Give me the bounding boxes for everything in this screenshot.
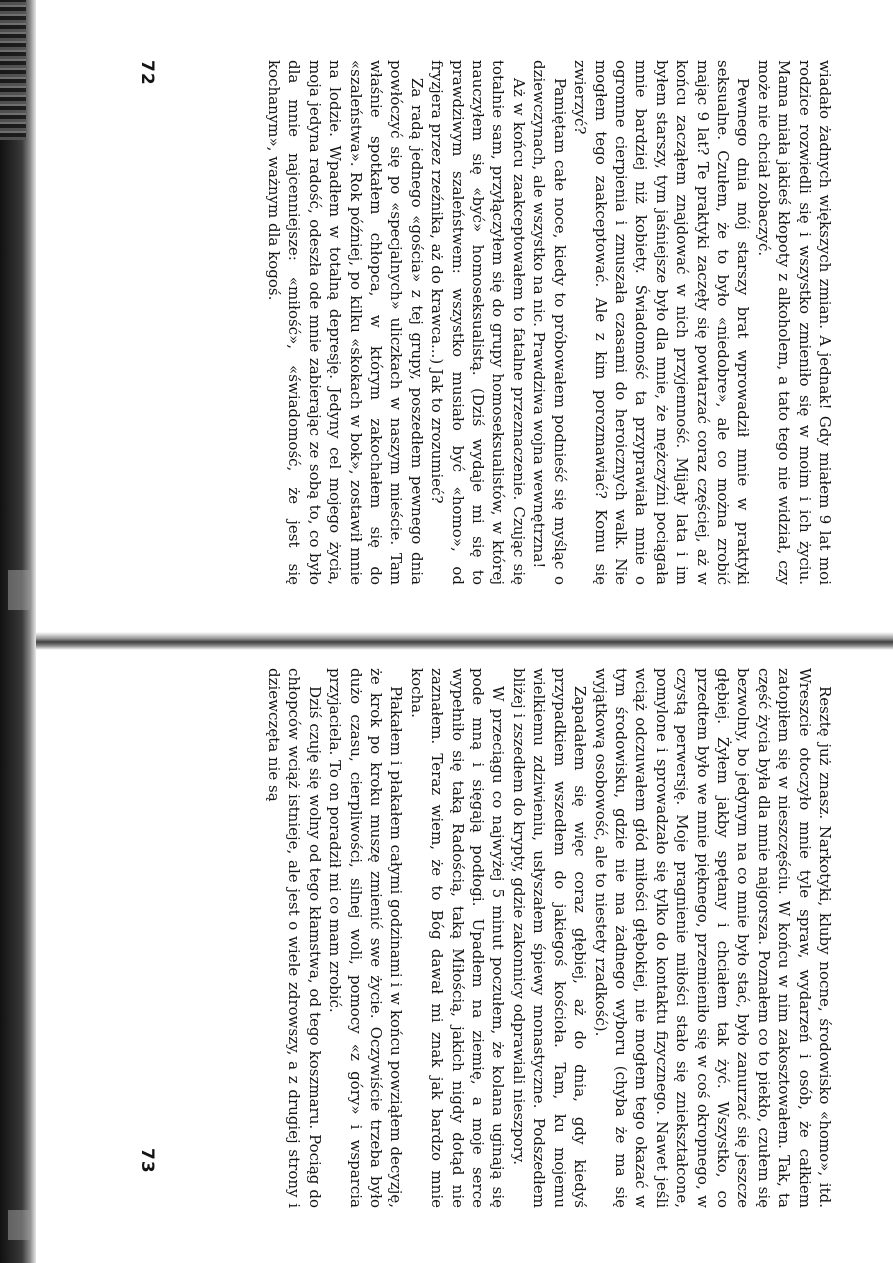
paragraph: Zapadałem się więc coraz głębiej, aż do dnia, gdy kiedyś przypadkiem wszedłem do jakiegoś kościoła. Tam, ku mojemu wielkiemu zdziwieniu, usłyszałem śpiewy monastyczne. Podszedłem bliżej i zszedłem do krypty, gdzie zakonnicy odprawiali nieszpory. <box>509 668 590 1208</box>
page-73 <box>137 668 835 1208</box>
scan-edge-noise <box>0 0 26 140</box>
page-73-body <box>264 668 835 1208</box>
paragraph: Pewnego dnia mój starszy brat wprowadził mnie w praktyki seksualne. Czułem, że to było «niedobre», ale co można zrobić mając 9 lat? Te praktyki zaczęły się powtarzać coraz częściej, aż w końcu zacząłem znajdować w nich przyjemność. Mijały lata i im byłem starszy, tym jaśniejsze było dla mnie, że mężczyźni pociągała mnie bardziej niż kobiety. Świadomość ta przyprawiała mnie o ogromne cierpienia i zmuszała czasami do heroicznych walk. Nie mogłem tego zaakceptować. Ale z kim porozmawiać? Komu się zwierzyć? <box>571 60 753 585</box>
page-number: 72 <box>137 60 157 86</box>
paragraph: Aż w końcu zaakceptowałem to fatalne przeznaczenie. Czując się totalnie sam, przyłączyłem się do grupy homoseksualistów, w której nauczyłem się «być» homoseksualistą. (Dziś wydaje mi się to prawdziwym szaleństwem: wszystko musiało być «homo», od fryzjera przez rzeźnika, aż do krawca...) Jak to zrozumieć? <box>428 60 528 585</box>
paragraph: Pamiętam całe noce, kiedy to próbowałem podnieść się myśląc o dziewczynach, ale wszystko na nic. Prawdziwa wojna wewnętrzna! <box>530 60 569 585</box>
scan-edge-artifact <box>8 570 30 610</box>
scan-edge-shadow <box>0 0 36 1263</box>
page-number: 73 <box>137 1148 157 1174</box>
paragraph: Płakałem i płakałem całymi godzinami i w końcu powziąłem decyzję, że krok po kroku muszę zmienić swe życie. Oczywiście trzeba było dużo czasu, cierpliwości, silnej woli, pomocy «z góry» i wsparcia przyjaciela. To on poradził mi co mam zrobić. <box>326 668 406 1208</box>
book-gutter-shadow <box>36 632 893 650</box>
scan-edge-artifact <box>8 1210 30 1240</box>
paragraph: wiadało żadnych większych zmian. A jednak! Gdy miałem 9 lat moi rodzice rozwiedli się i wszystko zmieniło się w moim i ich życiu. Mama miała jakieś kłopoty z alkoholem, a tato tego nie widział, czy może nie chciał zobaczyć. <box>754 60 834 585</box>
page-72-body <box>264 60 835 585</box>
paragraph: Resztę już znasz. Narkotyki, kluby nocne, środowisko «homo», itd. Wreszcie otoczyło mnie tyle spraw, wydarzeń i osób, że całkiem zatopiłem się w nieszczęściu. W końcu w nim zakosztowałem. Tak, ta część życia była dla mnie najgorsza. Poznałem co to piekło, czułem się bezwolny, bo jedynym na co mnie było stać, było zanurzać się jeszcze głębiej. Żyłem jakby spętany i chciałem tak żyć. Wszystko, co przedtem było we mnie pięknego, przemieniło się w coś okropnego, w czystą perwersję. Moje pragnienie miłości stało się zniekształcone, pomylone i sprowadzało się tylko do kontaktu fizycznego. Nawet jeśli wciąż odczuwałem głód miłości głębokiej, nie mogłem tego okazać w tym środowisku, gdzie nie ma żadnego wyboru (chyba że ma się wyjątkową osobowość, ale to niestety rzadkość). <box>591 668 834 1208</box>
paragraph: W przeciągu co najwyżej 5 minut poczułem, że kolana uginają się pode mną i sięgają podłogi. Upadłem na ziemię, a moje serce wypełniło się taką Radością, taką Miłością, jakich nigdy dotąd nie zaznałem. Teraz wiem, że to Bóg dawał mi znak jak bardzo mnie kocha. <box>407 668 508 1208</box>
paragraph: Za radą jednego «gościa» z tej grupy, poszedłem pewnego dnia powłóczyć się po «specjalnych» uliczkach w naszym mieście. Tam właśnie spotkałem chłopca, w którym zakochałem się do «szaleństwa». Rok później, po kilku «skokach w bok», zostawił mnie na lodzie. Wpadłem w totalną depresję. Jedyny cel mojego życia, moja jedyna radość, odeszła ode mnie zabierając ze sobą to, co było dla mnie najcenniejsze: «miłość», «świadomość, że jest się kochanym», ważnym dla kogoś. <box>265 60 426 585</box>
paragraph: Dziś czuję się wolny od tego kłamstwa, od tego koszmaru. Pociąg do chłopców wciąż istnieje, ale jest o wiele zdrowszy, a z drugiej strony i dziewczęta nie są <box>265 668 324 1208</box>
page-72 <box>137 60 835 585</box>
